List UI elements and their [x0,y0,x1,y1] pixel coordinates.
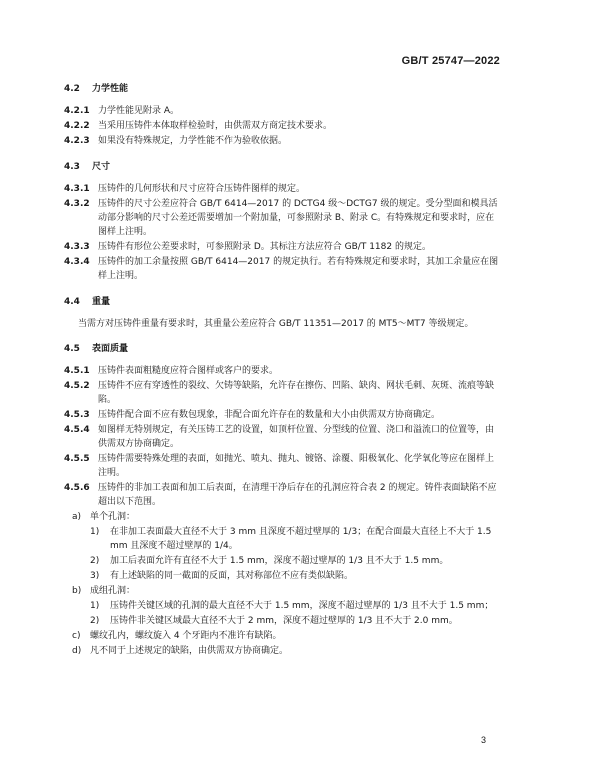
clause-number: 4.3.1 [64,184,90,194]
section-heading-4-3 [64,160,502,174]
list-item-a [72,510,502,524]
list-label: 1) [90,527,100,537]
clause-4-2-1 [64,104,502,118]
section-heading-4-2 [64,82,502,96]
section-number: 4.5 [64,344,80,354]
list-text: 在非加工表面最大直径不大于 3 mm 且深度不超过壁厚的 1/3；在配合面最大直径上不大于 1.5 mm 且深度不超过壁厚的 1/4。 [110,527,492,551]
clause-text: 压铸件的非加工表面和加工后表面，在清理干净后存在的孔洞应符合表 2 的规定。铸件表面缺陷不应超出以下范围。 [98,483,497,507]
list-item-c [72,629,502,643]
clause-4-5-5 [64,452,502,480]
clause-text: 压铸件配合面不应有数包现象，非配合面允许存在的数量和大小由供需双方协商确定。 [98,410,441,420]
clause-4-5-6 [64,481,502,509]
section-heading-4-5 [64,342,502,356]
clause-text: 力学性能见附录 A。 [98,106,180,116]
list-text: 压铸件非关键区域最大直径不大于 2 mm，深度不超过壁厚的 1/3 且不大于 2.0 mm。 [110,616,458,626]
clause-4-5-1 [64,364,502,378]
section-title: 表面质量 [92,344,129,354]
list-item-a-1 [90,525,502,553]
section-heading-4-4 [64,295,502,309]
section-title: 重量 [92,297,111,307]
clause-text: 压铸件有形位公差要求时，可参照附录 D。其标注方法应符合 GB/T 1182 的规定。 [98,242,431,252]
clause-4-5-4 [64,423,502,451]
list-item-a-2 [90,554,502,568]
section-title: 尺寸 [92,162,111,172]
list-text: 凡不同于上述规定的缺陷，由供需双方协商确定。 [90,646,289,656]
list-item-b-2 [90,614,502,628]
section-number: 4.3 [64,162,80,172]
clause-number: 4.5.4 [64,425,90,435]
list-item-b [72,584,502,598]
list-label: 2) [90,616,100,626]
list-label: 3) [90,571,100,581]
list-label: b) [72,586,82,596]
list-item-a-3 [90,569,502,583]
clause-4-5-3 [64,408,502,422]
list-text: 有上述缺陷的同一截面的反面，其对称部位不应有类似缺陷。 [110,571,354,581]
paragraph-4-4: 当需方对压铸件重量有要求时，其重量公差应符合 GB/T 11351—2017 的 MT5～MT7 等级规定。 [78,319,474,329]
clause-number: 4.5.1 [64,366,90,376]
clause-number: 4.5.6 [64,483,90,493]
list-text: 加工后表面允许有直径不大于 1.5 mm，深度不超过壁厚的 1/3 且不大于 1.5 mm。 [110,556,449,566]
page-number: 3 [480,735,486,745]
clause-number: 4.2.3 [64,136,90,146]
clause-4-3-2 [64,197,502,239]
clause-text: 压铸件需要特殊处理的表面，如抛光、喷丸、抛丸、镀铬、涂覆、阳极氧化、化学氧化等应在图样上注明。 [98,454,495,478]
clause-number: 4.5.2 [64,381,90,391]
clause-number: 4.5.3 [64,410,90,420]
clause-text: 如图样无特别规定，有关压铸工艺的设置，如顶杆位置、分型线的位置、浇口和溢流口的位置等，由供需双方协商确定。 [98,425,495,449]
clause-text: 压铸件的加工余量按照 GB/T 6414—2017 的规定执行。若有特殊规定和要求时，其加工余量应在图样上注明。 [98,257,499,281]
list-text: 螺纹孔内，螺纹旋入 4 个牙距内不准许有缺陷。 [90,631,282,641]
list-label: d) [72,646,82,656]
clause-number: 4.2.1 [64,106,90,116]
clause-number: 4.3.3 [64,242,90,252]
section-number: 4.4 [64,297,80,307]
clause-text: 当采用压铸件本体取样检验时，由供需双方商定技术要求。 [98,121,333,131]
list-label: 1) [90,601,100,611]
list-title: 成组孔洞： [90,586,136,596]
list-label: a) [72,512,82,522]
clause-number: 4.5.5 [64,454,90,464]
list-item-b-1 [90,599,502,613]
section-number: 4.2 [64,84,80,94]
clause-text: 压铸件的几何形状和尺寸应符合压铸件图样的规定。 [98,184,306,194]
clause-text: 压铸件的尺寸公差应符合 GB/T 6414—2017 的 DCTG4 级～DCTG7 级的规定。受分型面和模具活动部分影响的尺寸公差还需要增加一个附加量，可参照附录 B、附录 C。有特殊规定和要求时，应在图样上注明。 [98,199,498,237]
clause-4-3-3 [64,240,502,254]
standard-number: GB/T 25747—2022 [401,55,500,67]
document-body [64,82,502,659]
clause-text: 压铸件表面粗糙度应符合图样或客户的要求。 [98,366,279,376]
clause-4-5-2 [64,379,502,407]
clause-4-2-2 [64,119,502,133]
clause-number: 4.3.2 [64,199,90,209]
section-title: 力学性能 [92,84,129,94]
list-item-d [72,644,502,658]
clause-text: 压铸件不应有穿透性的裂纹、欠铸等缺陷，允许存在擦伤、凹陷、缺肉、网状毛刺、灰斑、流痕等缺陷。 [98,381,495,405]
clause-number: 4.3.4 [64,257,90,267]
clause-number: 4.2.2 [64,121,90,131]
clause-4-2-3 [64,134,502,148]
list-text: 压铸件关键区域的孔洞的最大直径不大于 1.5 mm，深度不超过壁厚的 1/3 且不大于 1.5 mm； [110,601,494,611]
list-label: 2) [90,556,100,566]
clause-4-3-4 [64,255,502,283]
list-label: c) [72,631,81,641]
clause-text: 如果没有特殊规定，力学性能不作为验收依据。 [98,136,288,146]
clause-4-3-1 [64,182,502,196]
list-title: 单个孔洞： [90,512,136,522]
